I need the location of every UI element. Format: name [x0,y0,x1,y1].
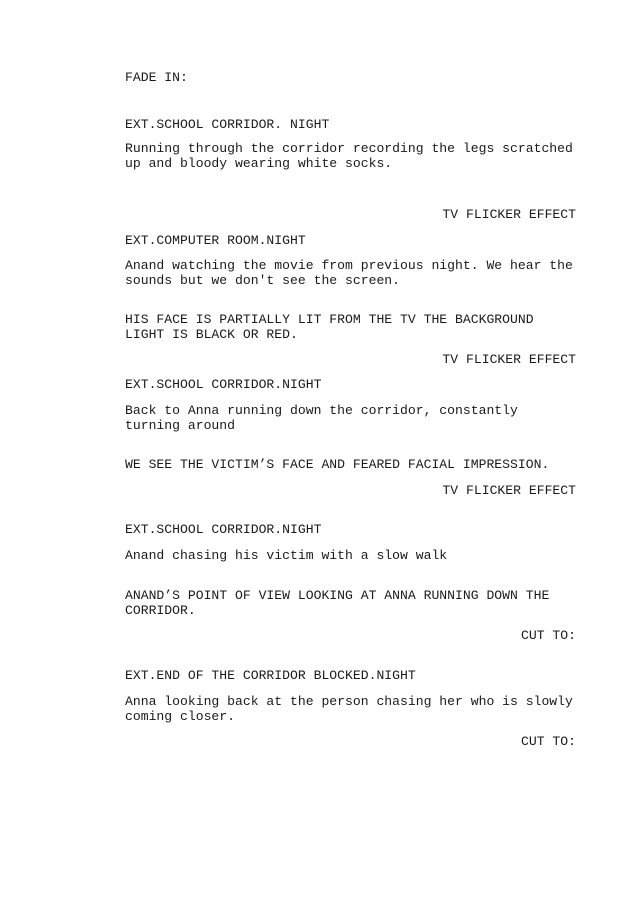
action-line: Back to Anna running down the corridor, constantly [125,403,518,418]
transition: CUT TO: [520,628,576,643]
action-line: Anand chasing his victim with a slow walk [125,548,448,563]
action-line: Anand watching the movie from previous night. We hear the [125,258,573,273]
transition: TV FLICKER EFFECT [442,207,576,222]
action-line: ANAND’S POINT OF VIEW LOOKING AT ANNA RUNNING DOWN THE [125,588,550,603]
action-line: WE SEE THE VICTIM’S FACE AND FEARED FACIAL IMPRESSION. [125,457,550,472]
action-line: LIGHT IS BLACK OR RED. [125,327,298,342]
scene-heading: EXT.SCHOOL CORRIDOR.NIGHT [125,377,322,392]
scene-heading: EXT.SCHOOL CORRIDOR.NIGHT [125,522,322,537]
action-line: HIS FACE IS PARTIALLY LIT FROM THE TV THE BACKGROUND [125,312,534,327]
scene-heading: EXT.SCHOOL CORRIDOR. NIGHT [125,117,330,132]
action-line: sounds but we don't see the screen. [125,273,401,288]
action-line: up and bloody wearing white socks. [125,156,393,171]
transition: TV FLICKER EFFECT [442,483,576,498]
transition: CUT TO: [520,734,576,749]
scene-heading: EXT.COMPUTER ROOM.NIGHT [125,233,306,248]
fade-in: FADE IN: [125,70,188,85]
scene-heading: EXT.END OF THE CORRIDOR BLOCKED.NIGHT [125,668,416,683]
action-line: Anna looking back at the person chasing her who is slowly [125,694,573,709]
transition: TV FLICKER EFFECT [442,352,576,367]
action-line: Running through the corridor recording the legs scratched [125,141,573,156]
action-line: coming closer. [125,709,236,724]
action-line: turning around [125,418,236,433]
action-line: CORRIDOR. [125,603,196,618]
